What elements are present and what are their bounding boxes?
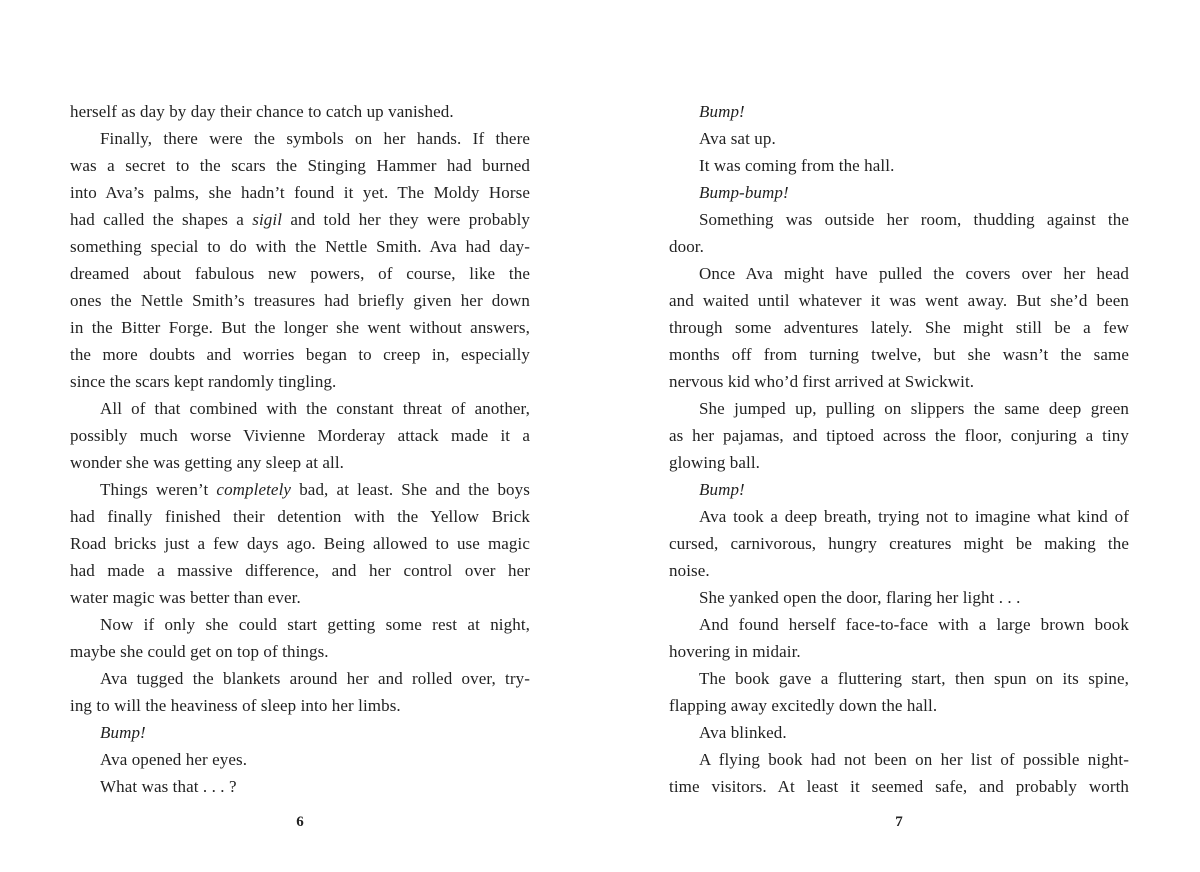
body-text: Ava tugged the blankets around her and rolled over, try- xyxy=(100,669,530,688)
text-line xyxy=(669,719,1129,746)
text-line xyxy=(669,449,1129,476)
text-line xyxy=(669,314,1129,341)
body-text: Now if only she could start getting some rest at night, xyxy=(100,615,530,634)
body-text: She yanked open the door, flaring her light . . . xyxy=(699,588,1021,607)
body-text: Something was outside her room, thudding against the xyxy=(699,210,1129,229)
text-line xyxy=(70,125,530,152)
italic-text: sigil xyxy=(252,210,283,229)
body-text: She jumped up, pulling on slippers the same deep green xyxy=(699,399,1129,418)
text-line xyxy=(70,692,530,719)
body-text: water magic was better than ever. xyxy=(70,588,301,607)
body-text: since the scars kept randomly tingling. xyxy=(70,372,337,391)
text-line xyxy=(70,557,530,584)
page-right-text xyxy=(669,98,1129,800)
body-text: Road bricks just a few days ago. Being allowed to use magic xyxy=(70,534,530,553)
paragraph xyxy=(70,125,530,395)
page-number-right: 7 xyxy=(895,814,903,830)
paragraph xyxy=(70,611,530,665)
paragraph xyxy=(669,206,1129,260)
text-line xyxy=(669,395,1129,422)
text-line xyxy=(70,287,530,314)
paragraph xyxy=(669,395,1129,476)
body-text: in the Bitter Forge. But the longer she went without answers, xyxy=(70,318,530,337)
body-text: nervous kid who’d first arrived at Swickwit. xyxy=(669,372,975,391)
page-number-left: 6 xyxy=(296,814,304,830)
italic-text: Bump-bump! xyxy=(699,183,789,202)
body-text: Ava sat up. xyxy=(699,129,776,148)
text-line xyxy=(70,530,530,557)
text-line xyxy=(669,773,1129,800)
body-text: All of that combined with the constant threat of another, xyxy=(100,399,530,418)
text-line xyxy=(70,503,530,530)
text-line xyxy=(70,368,530,395)
body-text: Ava opened her eyes. xyxy=(100,750,248,769)
body-text: ones the Nettle Smith’s treasures had briefly given her down xyxy=(70,291,530,310)
body-text: the more doubts and worries began to creep in, especially xyxy=(70,345,530,364)
body-text: months off from turning twelve, but she wasn’t the same xyxy=(669,345,1129,364)
body-text: and told her they were probably xyxy=(282,210,530,229)
text-line xyxy=(669,611,1129,638)
text-line xyxy=(70,665,530,692)
text-line xyxy=(669,233,1129,260)
body-text: had finally finished their detention with the Yellow Brick xyxy=(70,507,530,526)
body-text: herself as day by day their chance to catch up vanished. xyxy=(70,102,454,121)
paragraph xyxy=(669,719,1129,746)
text-line xyxy=(669,530,1129,557)
page-left xyxy=(70,98,530,830)
body-text: ing to will the heaviness of sleep into her limbs. xyxy=(70,696,401,715)
text-line xyxy=(70,422,530,449)
body-text: hovering in midair. xyxy=(669,642,801,661)
paragraph xyxy=(669,611,1129,665)
body-text: cursed, carnivorous, hungry creatures might be making the xyxy=(669,534,1129,553)
text-line xyxy=(70,179,530,206)
text-line xyxy=(669,125,1129,152)
paragraph xyxy=(669,503,1129,584)
text-line xyxy=(70,719,530,746)
body-text: maybe she could get on top of things. xyxy=(70,642,329,661)
text-line xyxy=(669,260,1129,287)
text-line xyxy=(70,449,530,476)
text-line xyxy=(669,692,1129,719)
body-text: dreamed about fabulous new powers, of course, like the xyxy=(70,264,530,283)
paragraph xyxy=(70,395,530,476)
body-text: had called the shapes a xyxy=(70,210,253,229)
text-line xyxy=(70,152,530,179)
body-text: flapping away excitedly down the hall. xyxy=(669,696,938,715)
italic-text: Bump! xyxy=(699,480,745,499)
body-text: wonder she was getting any sleep at all. xyxy=(70,453,345,472)
body-text: had made a massive difference, and her control over her xyxy=(70,561,530,580)
text-line xyxy=(669,287,1129,314)
text-line xyxy=(70,476,530,503)
text-line xyxy=(669,503,1129,530)
text-line xyxy=(669,206,1129,233)
paragraph xyxy=(669,152,1129,179)
text-line xyxy=(70,98,530,125)
text-line xyxy=(669,98,1129,125)
paragraph xyxy=(70,746,530,773)
body-text: through some adventures lately. She might still be a few xyxy=(669,318,1129,337)
page-left-text xyxy=(70,98,530,800)
text-line xyxy=(70,773,530,800)
text-line xyxy=(669,341,1129,368)
body-text: What was that . . . ? xyxy=(100,777,237,796)
text-line xyxy=(669,422,1129,449)
body-text: door. xyxy=(669,237,704,256)
body-text: possibly much worse Vivienne Morderay attack made it a xyxy=(70,426,530,445)
body-text: The book gave a fluttering start, then spun on its spine, xyxy=(699,669,1129,688)
paragraph xyxy=(669,584,1129,611)
paragraph xyxy=(70,665,530,719)
text-line xyxy=(70,746,530,773)
italic-text: completely xyxy=(216,480,292,499)
text-line xyxy=(669,584,1129,611)
body-text: was a secret to the scars the Stinging Hammer had burned xyxy=(70,156,530,175)
body-text: glowing ball. xyxy=(669,453,761,472)
text-line xyxy=(70,638,530,665)
paragraph xyxy=(669,260,1129,395)
paragraph xyxy=(669,665,1129,719)
text-line xyxy=(70,611,530,638)
text-line xyxy=(70,395,530,422)
body-text: It was coming from the hall. xyxy=(699,156,895,175)
body-text: And found herself face-to-face with a large brown book xyxy=(699,615,1129,634)
page-right xyxy=(669,98,1129,830)
body-text: Once Ava might have pulled the covers over her head xyxy=(699,264,1129,283)
paragraph xyxy=(669,476,1129,503)
body-text: something special to do with the Nettle Smith. Ava had day- xyxy=(70,237,530,256)
body-text: noise. xyxy=(669,561,710,580)
body-text: Ava blinked. xyxy=(699,723,787,742)
text-line xyxy=(70,341,530,368)
paragraph xyxy=(70,773,530,800)
text-line xyxy=(669,476,1129,503)
paragraph xyxy=(669,746,1129,800)
body-text: into Ava’s palms, she hadn’t found it yet. The Moldy Horse xyxy=(70,183,530,202)
body-text: Ava took a deep breath, trying not to imagine what kind of xyxy=(699,507,1129,526)
body-text: Things weren’t xyxy=(100,480,217,499)
paragraph xyxy=(70,476,530,611)
text-line xyxy=(669,746,1129,773)
text-line xyxy=(669,638,1129,665)
paragraph xyxy=(669,125,1129,152)
body-text: time visitors. At least it seemed safe, and probably worth xyxy=(669,777,1129,796)
body-text: bad, at least. She and the boys xyxy=(291,480,530,499)
text-line xyxy=(70,233,530,260)
paragraph xyxy=(669,98,1129,125)
paragraph xyxy=(70,719,530,746)
body-text: and waited until whatever it was went away. But she’d been xyxy=(669,291,1129,310)
paragraph xyxy=(669,179,1129,206)
text-line xyxy=(669,179,1129,206)
italic-text: Bump! xyxy=(699,102,745,121)
body-text: as her pajamas, and tiptoed across the floor, conjuring a tiny xyxy=(669,426,1129,445)
text-line xyxy=(70,260,530,287)
paragraph xyxy=(70,98,530,125)
text-line xyxy=(70,206,530,233)
body-text: Finally, there were the symbols on her hands. If there xyxy=(100,129,530,148)
text-line xyxy=(669,152,1129,179)
body-text: A flying book had not been on her list of possible night- xyxy=(699,750,1129,769)
italic-text: Bump! xyxy=(100,723,146,742)
text-line xyxy=(669,557,1129,584)
text-line xyxy=(70,584,530,611)
text-line xyxy=(669,665,1129,692)
text-line xyxy=(70,314,530,341)
text-line xyxy=(669,368,1129,395)
